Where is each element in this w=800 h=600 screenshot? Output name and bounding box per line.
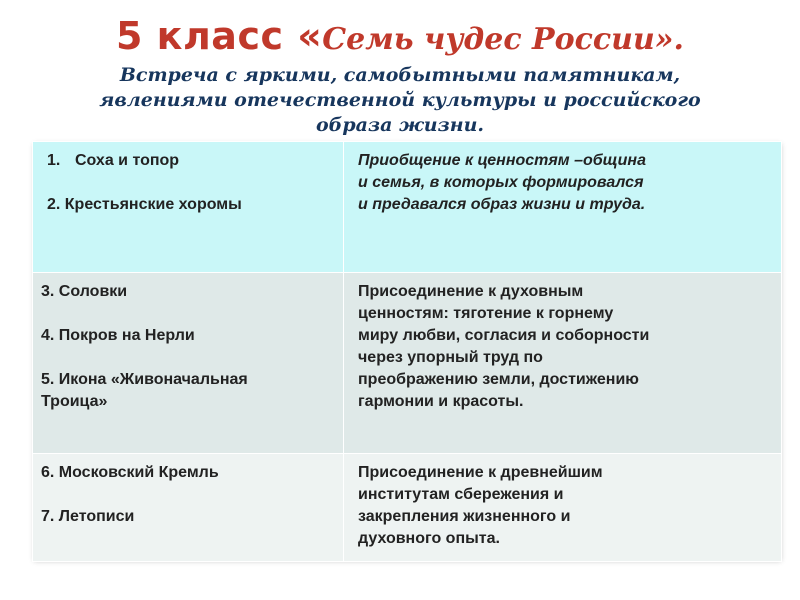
subtitle-line: Встреча с яркими, самобытными памятникам,	[119, 64, 681, 86]
wonders-cell	[33, 454, 344, 562]
description-cell	[344, 454, 782, 562]
list-item: 3. Соловки	[41, 283, 128, 300]
description-line: гармонии и красоты.	[358, 393, 524, 410]
description-line: и предавался образ жизни и труда.	[358, 196, 646, 213]
list-item: 2. Крестьянские хоромы	[47, 196, 242, 213]
item-number: 1.	[47, 152, 61, 169]
description-line: и семья, в которых формировался	[358, 174, 644, 191]
wonders-table-container	[32, 141, 779, 558]
slide-title	[0, 14, 800, 58]
list-item	[41, 150, 329, 172]
slide-subtitle	[60, 63, 740, 138]
description-line: духовного опыта.	[358, 530, 500, 547]
description-line: преображению земли, достижению	[358, 371, 639, 388]
description-line: миру любви, согласия и соборности	[358, 327, 650, 344]
table-row	[33, 142, 782, 273]
description-line: Присоединение к древнейшим	[358, 464, 603, 481]
table-row	[33, 273, 782, 454]
description-line: через упорный труд по	[358, 349, 543, 366]
wonders-cell	[33, 142, 344, 273]
description-line: ценностям: тяготение к горнему	[358, 305, 614, 322]
title-rest: Семь чудес России».	[322, 22, 684, 57]
description-cell	[344, 142, 782, 273]
description-line: институтам сбережения и	[358, 486, 564, 503]
list-item: 7. Летописи	[41, 508, 135, 525]
wonders-cell	[33, 273, 344, 454]
list-item-continuation: Троица»	[41, 393, 108, 410]
table-row	[33, 454, 782, 562]
wonders-table	[32, 141, 782, 562]
subtitle-line: образа жизни.	[315, 114, 485, 136]
description-line: закрепления жизненного и	[358, 508, 571, 525]
list-item: 6. Московский Кремль	[41, 464, 219, 481]
list-item: 4. Покров на Нерли	[41, 327, 195, 344]
item-label: Соха и топор	[75, 152, 180, 169]
description-line: Присоединение к духовным	[358, 283, 584, 300]
title-lead: 5 класс «	[116, 14, 323, 58]
description-line: Приобщение к ценностям –община	[358, 152, 646, 169]
subtitle-line: явлениями отечественной культуры и российского	[99, 89, 701, 111]
list-item: 5. Икона «Живоначальная	[41, 371, 248, 388]
description-cell	[344, 273, 782, 454]
